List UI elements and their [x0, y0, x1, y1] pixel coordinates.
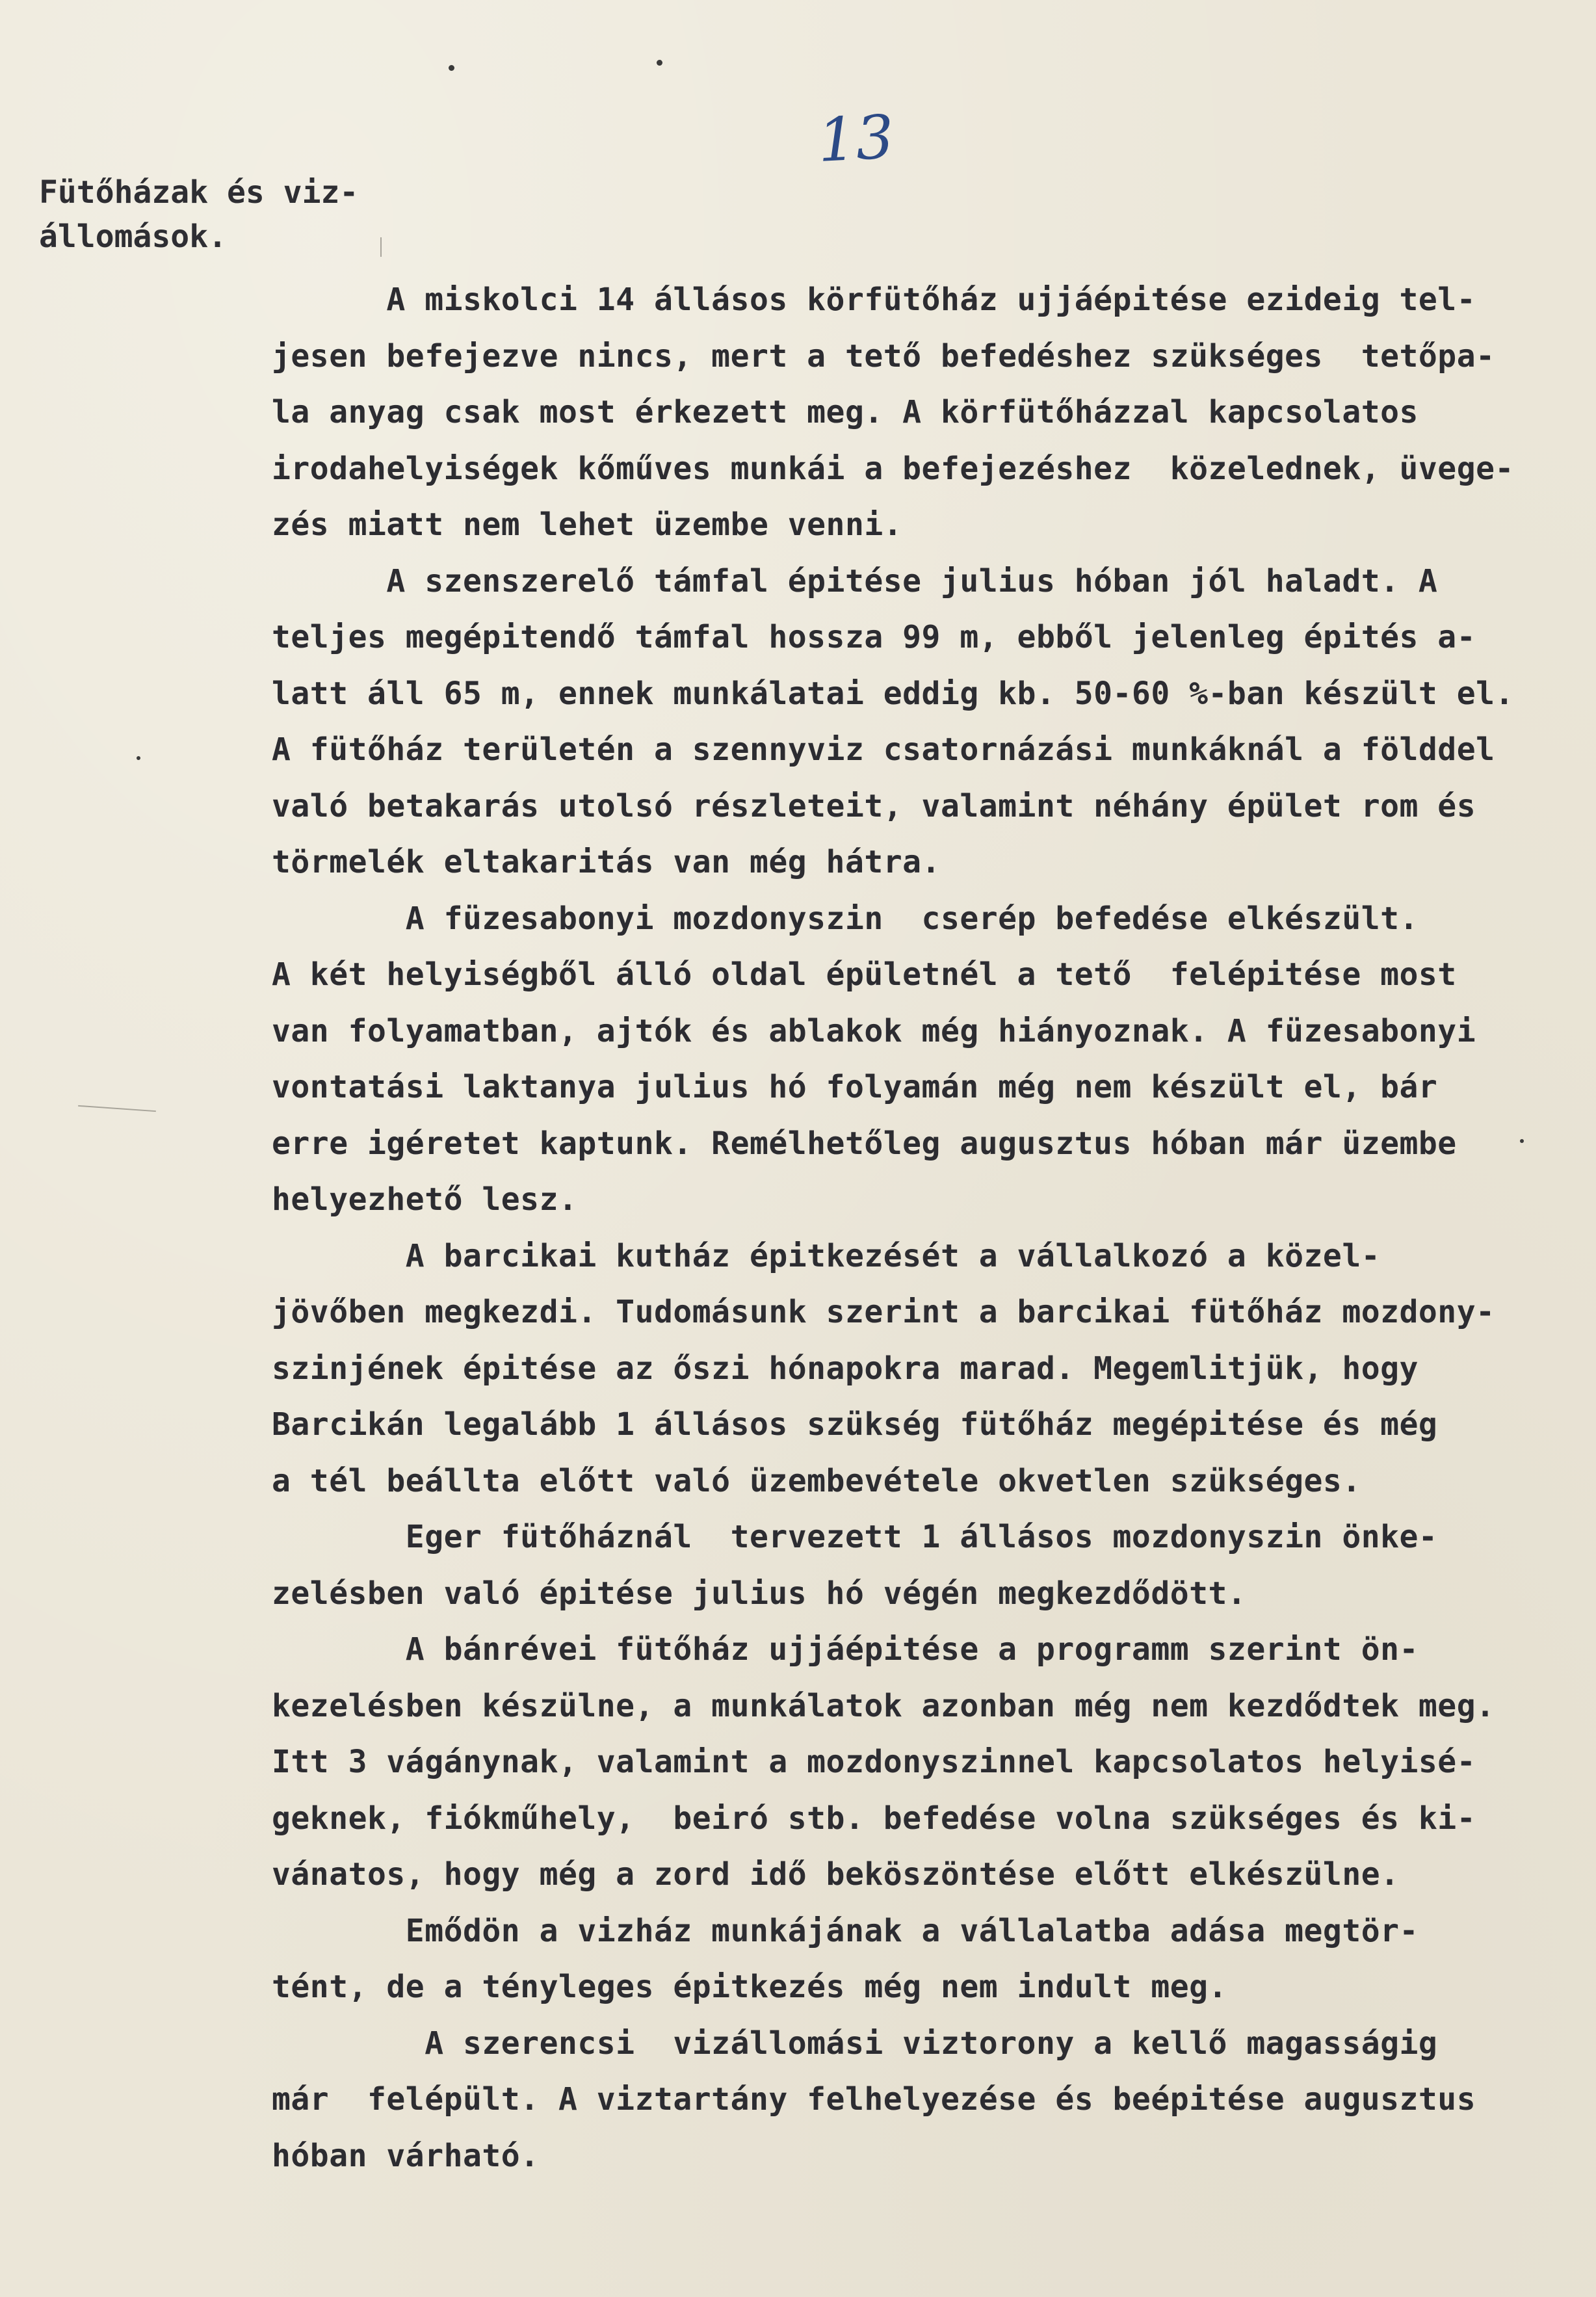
section-heading — [39, 170, 358, 259]
text-line: helyezhető lesz. — [272, 1181, 578, 1218]
text-line: Eger fütőháznál tervezett 1 állásos mozdonyszin önke- — [272, 1519, 1438, 1555]
text-line: la anyag csak most érkezett meg. A körfütőházzal kapcsolatos — [272, 394, 1419, 430]
text-line: A barcikai kutház épitkezését a vállalkozó a közel- — [272, 1237, 1381, 1274]
text-line: jövőben megkezdi. Tudomásunk szerint a barcikai fütőház mozdony- — [272, 1294, 1495, 1330]
text-line: vánatos, hogy még a zord idő beköszöntése előtt elkészülne. — [272, 1856, 1400, 1893]
text-line: Barcikán legalább 1 állásos szükség fütőház megépitése és még — [272, 1406, 1438, 1443]
text-line: A fütőház területén a szennyviz csatornázási munkáknál a földdel — [272, 731, 1495, 768]
text-line: kezelésben készülne, a munkálatok azonban még nem kezdődtek meg. — [272, 1687, 1495, 1724]
text-line: erre igéretet kaptunk. Remélhetőleg augusztus hóban már üzembe — [272, 1125, 1457, 1162]
text-line: geknek, fiókműhely, beiró stb. befedése volna szükséges és ki- — [272, 1800, 1476, 1837]
paper-speck — [137, 756, 140, 760]
paper-speck — [657, 60, 662, 66]
text-line: törmelék eltakaritás van még hátra. — [272, 844, 941, 880]
text-line: teljes megépitendő támfal hossza 99 m, ebből jelenleg épités a- — [272, 619, 1476, 655]
text-line: zés miatt nem lehet üzembe venni. — [272, 506, 903, 543]
text-line: A két helyiségből álló oldal épületnél a tető felépitése most — [272, 956, 1457, 993]
stray-line — [380, 237, 382, 257]
text-line: latt áll 65 m, ennek munkálatai eddig kb. 50-60 %-ban készült el. — [272, 675, 1514, 712]
text-line: A szenszerelő támfal épitése julius hóban jól haladt. A — [272, 562, 1438, 599]
text-line: jesen befejezve nincs, mert a tető befedéshez szükséges tetőpa- — [272, 337, 1495, 374]
text-line: Emődön a vizház munkájának a vállalatba adása megtör- — [272, 1912, 1419, 1949]
text-line: a tél beállta előtt való üzembevétele okvetlen szükséges. — [272, 1462, 1361, 1499]
text-line: zelésben való épitése julius hó végén megkezdődött. — [272, 1575, 1247, 1612]
text-line: van folyamatban, ajtók és ablakok még hiányoznak. A füzesabonyi — [272, 1012, 1476, 1049]
text-line: már felépült. A viztartány felhelyezése és beépitése augusztus — [272, 2081, 1476, 2118]
text-line: A szerencsi vizállomási viztorony a kellő magasságig — [272, 2025, 1438, 2062]
text-line: hóban várható. — [272, 2137, 540, 2174]
paper-speck — [1520, 1139, 1524, 1143]
body-text — [272, 272, 1572, 2184]
stray-line — [78, 1105, 156, 1112]
text-line: A bánrévei fütőház ujjáépitése a programm szerint ön- — [272, 1631, 1419, 1668]
text-line: A miskolci 14 állásos körfütőház ujjáépitése ezideig tel- — [272, 282, 1476, 318]
page-number: 13 — [816, 102, 896, 176]
text-line: irodahelyiségek kőműves munkái a befejezéshez közelednek, üvege- — [272, 450, 1514, 487]
text-line: szinjének épitése az őszi hónapokra marad. Megemlitjük, hogy — [272, 1350, 1419, 1387]
text-line: Itt 3 vágánynak, valamint a mozdonyszinnel kapcsolatos helyisé- — [272, 1744, 1476, 1780]
text-line: vontatási laktanya julius hó folyamán még nem készült el, bár — [272, 1069, 1438, 1105]
text-line: tént, de a tényleges épitkezés még nem indult meg. — [272, 1969, 1227, 2005]
text-line: A füzesabonyi mozdonyszin cserép befedése elkészült. — [272, 900, 1419, 937]
heading-line-2: állomások. — [39, 218, 227, 255]
heading-line-1: Fütőházak és viz- — [39, 174, 359, 211]
text-line: való betakarás utolsó részleteit, valamint néhány épület rom és — [272, 787, 1476, 824]
paper-speck — [449, 65, 454, 71]
